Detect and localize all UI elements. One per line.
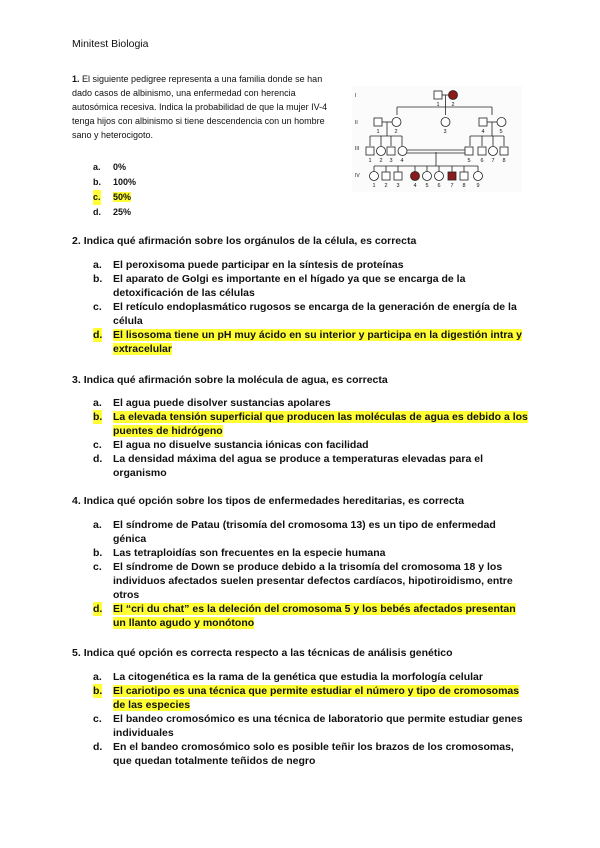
pedigree-female <box>474 172 483 181</box>
option-text-highlighted: El lisosoma tiene un pH muy ácido en su interior y participa en la digestión intra y extracelular <box>113 329 523 355</box>
option-5b[interactable] <box>93 684 528 712</box>
pedigree-id: 6 <box>437 183 441 189</box>
option-text: El bandeo cromosómico es una técnica de laboratorio que permite estudiar genes individuales <box>113 713 523 739</box>
question-2 <box>72 234 542 248</box>
pedigree-female <box>497 118 506 127</box>
question-4-number: 4. <box>72 495 81 507</box>
option-4a[interactable] <box>93 518 528 546</box>
option-letter: b. <box>93 685 103 697</box>
pedigree-male <box>465 147 473 155</box>
pedigree-male <box>387 147 395 155</box>
option-letter: d. <box>93 453 103 465</box>
option-5c[interactable] <box>93 712 528 740</box>
pedigree-id: 4 <box>413 183 417 189</box>
option-text: El peroxisoma puede participar en la síntesis de proteínas <box>113 259 404 271</box>
option-1a[interactable] <box>93 160 136 175</box>
option-3b[interactable] <box>93 410 528 438</box>
pedigree-id: 1 <box>368 158 372 164</box>
option-text: El aparato de Golgi es importante en el hígado ya que se encarga de la detoxificación de las células <box>113 273 466 299</box>
option-letter: a. <box>93 671 102 683</box>
pedigree-gen-label: III <box>355 146 360 152</box>
pedigree-gen-label: II <box>355 120 358 126</box>
pedigree-female <box>377 147 386 156</box>
option-text-highlighted: 50% <box>113 192 132 202</box>
pedigree-id: 7 <box>491 158 495 164</box>
option-letter: c. <box>93 301 102 313</box>
pedigree-female <box>423 172 432 181</box>
option-letter: a. <box>93 519 102 531</box>
option-2c[interactable] <box>93 300 528 328</box>
question-4-text: Indica qué opción sobre los tipos de enfermedades hereditarias, es correcta <box>83 495 465 507</box>
option-letter: c. <box>93 190 101 205</box>
question-5-number: 5. <box>72 647 81 659</box>
question-5-options <box>93 670 528 768</box>
option-text-highlighted: El “cri du chat” es la deleción del cromosoma 5 y los bebés afectados presentan un llanto agudo y monótono <box>113 603 516 629</box>
option-letter: d. <box>93 603 103 615</box>
question-1 <box>72 72 342 142</box>
option-3c[interactable] <box>93 438 528 452</box>
option-text: Las tetraploidías son frecuentes en la especie humana <box>113 547 386 559</box>
pedigree-male <box>479 118 487 126</box>
option-2b[interactable] <box>93 272 528 300</box>
option-4b[interactable] <box>93 546 528 560</box>
pedigree-id: 4 <box>481 129 485 135</box>
document-header: Minitest Biologia <box>72 38 149 50</box>
option-text-highlighted: El cariotipo es una técnica que permite estudiar el número y tipo de cromosomas de las especies <box>113 685 520 711</box>
option-text: 0% <box>113 162 127 172</box>
pedigree-male <box>478 147 486 155</box>
option-4c[interactable] <box>93 560 528 602</box>
pedigree-affected-male <box>448 172 456 180</box>
pedigree-id: 3 <box>389 158 393 164</box>
option-letter: c. <box>93 713 102 725</box>
question-4-options <box>93 518 528 630</box>
pedigree-id: 1 <box>436 102 440 108</box>
option-letter: a. <box>93 259 102 271</box>
option-3a[interactable] <box>93 396 528 410</box>
option-1c[interactable] <box>93 190 136 205</box>
pedigree-id: 5 <box>467 158 471 164</box>
pedigree-gen-label: I <box>355 93 357 99</box>
option-2a[interactable] <box>93 258 528 272</box>
option-letter: c. <box>93 561 102 573</box>
pedigree-gen-label: IV <box>355 173 360 179</box>
option-text: La citogenética es la rama de la genética que estudia la morfología celular <box>113 671 483 683</box>
option-text: El agua puede disolver sustancias apolares <box>113 397 331 409</box>
pedigree-id: 8 <box>502 158 506 164</box>
pedigree-id: 3 <box>396 183 400 189</box>
question-2-text: Indica qué afirmación sobre los orgánulos de la célula, es correcta <box>83 235 417 247</box>
question-3-options <box>93 396 528 480</box>
question-1-text: El siguiente pedigree representa a una familia donde se han dado casos de albinismo, una enfermedad con herencia autosómica recesiva. Indica la probabilidad de que la mujer IV-4 tenga hijos con albinismo si tiene descendencia con un hombre sano y heterocigoto. <box>72 74 328 140</box>
option-letter: d. <box>93 741 103 753</box>
pedigree-diagram <box>352 86 522 192</box>
pedigree-id: 4 <box>400 158 404 164</box>
pedigree-male <box>394 172 402 180</box>
pedigree-id: 5 <box>425 183 429 189</box>
option-text: La densidad máxima del agua se produce a temperaturas elevadas para el organismo <box>113 453 483 479</box>
question-3 <box>72 373 542 387</box>
pedigree-male <box>366 147 374 155</box>
question-1-options <box>93 160 136 220</box>
question-4 <box>72 494 542 508</box>
question-3-number: 3. <box>72 374 81 386</box>
pedigree-id: 8 <box>462 183 466 189</box>
pedigree-male <box>382 172 390 180</box>
option-letter: b. <box>93 177 101 187</box>
pedigree-id: 5 <box>499 129 503 135</box>
pedigree-female <box>435 172 444 181</box>
pedigree-id: 1 <box>376 129 380 135</box>
option-3d[interactable] <box>93 452 528 480</box>
pedigree-id: 7 <box>450 183 454 189</box>
question-2-number: 2. <box>72 235 81 247</box>
pedigree-id: 2 <box>451 102 455 108</box>
question-1-number: 1. <box>72 74 80 84</box>
option-1d[interactable] <box>93 205 136 220</box>
pedigree-id: 2 <box>394 129 398 135</box>
option-text: El retículo endoplasmático rugosos se encarga de la generación de energía de la célula <box>113 301 517 327</box>
question-3-text: Indica qué afirmación sobre la molécula de agua, es correcta <box>83 374 388 386</box>
pedigree-male <box>434 91 442 99</box>
option-2d[interactable] <box>93 328 528 356</box>
option-letter: b. <box>93 547 103 559</box>
pedigree-male <box>460 172 468 180</box>
pedigree-male <box>500 147 508 155</box>
option-text: 25% <box>113 207 132 217</box>
pedigree-id: 3 <box>443 129 447 135</box>
pedigree-female <box>392 118 401 127</box>
option-letter: b. <box>93 411 103 423</box>
option-letter: a. <box>93 397 102 409</box>
question-2-options <box>93 258 528 356</box>
option-4d[interactable] <box>93 602 528 630</box>
pedigree-female <box>441 118 450 127</box>
question-5 <box>72 646 542 660</box>
option-letter: c. <box>93 439 102 451</box>
option-letter: d. <box>93 329 103 341</box>
option-1b[interactable] <box>93 175 136 190</box>
pedigree-id: 2 <box>379 158 383 164</box>
option-text: El síndrome de Patau (trisomía del cromosoma 13) es un tipo de enfermedad génica <box>113 519 496 545</box>
option-5d[interactable] <box>93 740 528 768</box>
pedigree-male <box>374 118 382 126</box>
option-letter: d. <box>93 207 101 217</box>
option-text: El agua no disuelve sustancia iónicas con facilidad <box>113 439 369 451</box>
pedigree-affected-female <box>449 91 458 100</box>
pedigree-id: 1 <box>372 183 376 189</box>
pedigree-female <box>489 147 498 156</box>
question-5-text: Indica qué opción es correcta respecto a las técnicas de análisis genético <box>83 647 453 659</box>
option-letter: b. <box>93 273 103 285</box>
option-letter: a. <box>93 162 101 172</box>
pedigree-female <box>370 172 379 181</box>
pedigree-id: 2 <box>384 183 388 189</box>
pedigree-id: 6 <box>480 158 484 164</box>
pedigree-id: 9 <box>476 183 480 189</box>
option-text: En el bandeo cromosómico solo es posible teñir los brazos de los cromosomas, que quedan totalmente teñidos de negro <box>113 741 514 767</box>
option-5a[interactable] <box>93 670 528 684</box>
option-text-highlighted: La elevada tensión superficial que producen las moléculas de agua es debido a los puentes de hidrógeno <box>113 411 528 437</box>
option-text: El síndrome de Down se produce debido a la trisomía del cromosoma 18 y los individuos afectados suelen presentar defectos cardíacos, hipotiroidismo, entre otros <box>113 561 513 601</box>
pedigree-female <box>398 147 407 156</box>
pedigree-affected-female-iv4 <box>411 172 420 181</box>
option-text: 100% <box>113 177 137 187</box>
